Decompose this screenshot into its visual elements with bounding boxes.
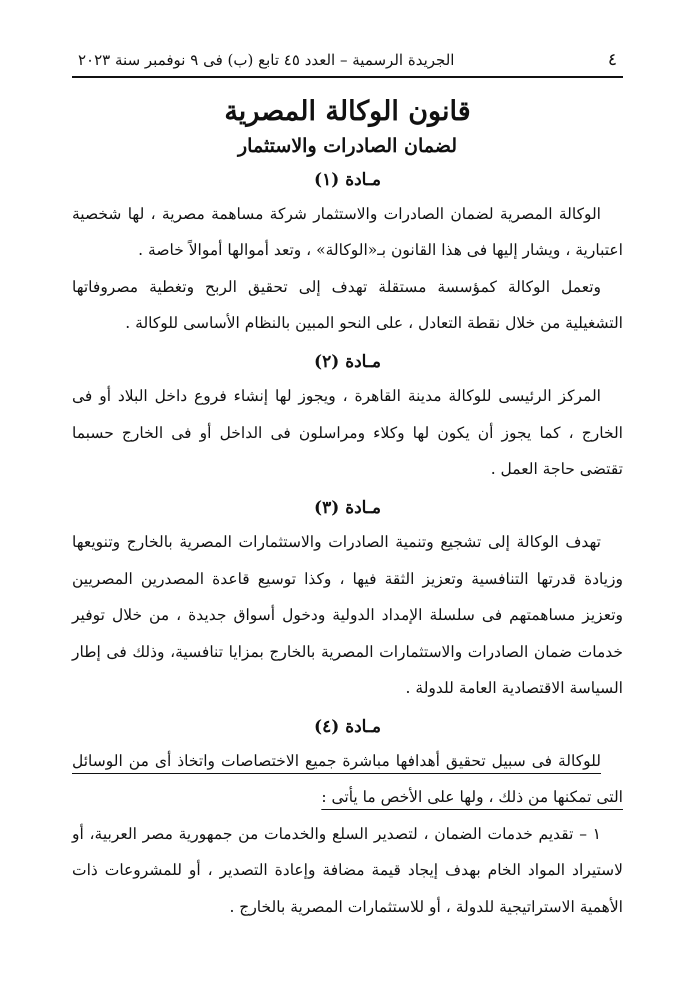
article-heading: مـادة (٤) bbox=[314, 716, 381, 737]
article-heading: مـادة (٢) bbox=[314, 351, 381, 372]
page-number: ٤ bbox=[607, 50, 617, 70]
running-header bbox=[72, 50, 623, 78]
article-list-item: ١ – تقديم خدمات الضمان ، لتصدير السلع والخدمات من جمهورية مصر العربية، أو لاستيراد المواد الخام بهدف إيجاد قيمة مضافة وإعادة التصدير ، أو للمشروعات ذات الأهمية الاستراتيجية للدولة ، أو للاستثمارات المصرية بالخارج . bbox=[72, 824, 623, 916]
article-heading: مـادة (٣) bbox=[314, 497, 381, 518]
law-subtitle: لضمان الصادرات والاستثمار bbox=[238, 135, 457, 158]
article-paragraph-underlined: للوكالة فى سبيل تحقيق أهدافها مباشرة جميع الاختصاصات واتخاذ أى من الوسائل التى تمكنها من ذلك ، ولها على الأخص ما يأتى : bbox=[72, 751, 623, 807]
article-1 bbox=[72, 164, 623, 342]
article-4 bbox=[72, 711, 623, 926]
article-paragraph: وتعمل الوكالة كمؤسسة مستقلة تهدف إلى تحقيق الربح وتغطية مصروفاتها التشغيلية من خلال نقطة التعادل ، على النحو المبين بالنظام الأساسى للوكالة . bbox=[72, 277, 623, 333]
article-2 bbox=[72, 346, 623, 488]
article-paragraph: تهدف الوكالة إلى تشجيع وتنمية الصادرات والاستثمارات المصرية بالخارج وتنويعها وزيادة قدرتها التنافسية وتعزيز الثقة فيها ، وكذا توسيع قاعدة المصدرين المصريين وتعزيز مساهمتهم فى سلسلة الإمداد الدولية ودخول أسواق جديدة ، من خلال توفير خدمات ضمان الصادرات والاستثمارات المصرية بالخارج بمزايا تنافسية، وذلك فى إطار السياسة الاقتصادية العامة للدولة . bbox=[72, 533, 623, 698]
law-title: قانون الوكالة المصرية bbox=[224, 96, 471, 127]
article-heading: مـادة (١) bbox=[314, 169, 381, 190]
article-paragraph: المركز الرئيسى للوكالة مدينة القاهرة ، ويجوز لها إنشاء فروع داخل البلاد أو فى الخارج ، كما يجوز أن يكون لها وكلاء ومراسلون فى الداخل أو فى الخارج حسبما تقتضى حاجة العمل . bbox=[72, 387, 623, 479]
article-3 bbox=[72, 492, 623, 707]
running-title: الجريدة الرسمية – العدد ٤٥ تابع (ب) فى ٩ نوفمبر سنة ٢٠٢٣ bbox=[78, 51, 455, 69]
article-paragraph: الوكالة المصرية لضمان الصادرات والاستثمار شركة مساهمة مصرية ، لها شخصية اعتبارية ، ويشار إليها فى هذا القانون بـ«الوكالة» ، وتعد أموالها أموالاً خاصة . bbox=[72, 204, 623, 260]
